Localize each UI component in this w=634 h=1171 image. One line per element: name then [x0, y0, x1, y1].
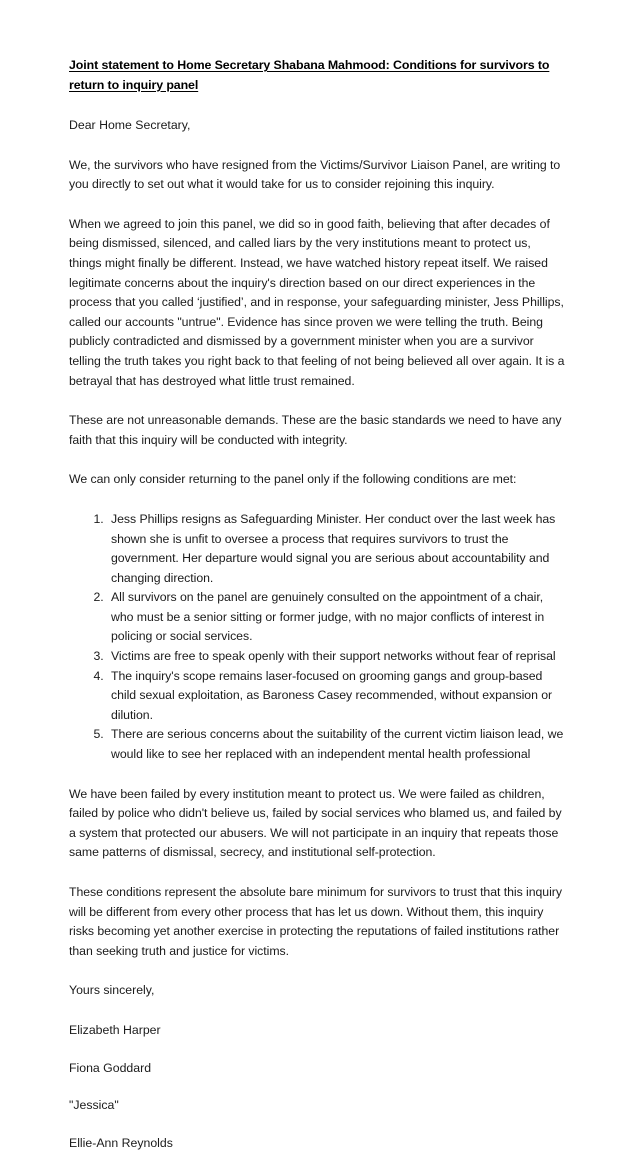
closing-paragraph-1: We have been failed by every institution meant to protect us. We were failed as children, failed by police who didn't believe us, failed by social services who blamed us, and failed by a system that protected our abusers. We will not participate in an inquiry that repeats those same patterns of dismissal, secrecy, and institutional self-protection.	[69, 786, 562, 860]
list-item: 5. There are serious concerns about the suitability of the current victim liaison lead, we would like to see her replaced with an independent mental health professional	[107, 725, 566, 764]
document-body	[69, 56, 566, 1171]
paragraph-3: These are not unreasonable demands. These are the basic standards we need to have any faith that this inquiry will be conducted with integrity.	[69, 413, 562, 447]
conditions-list	[69, 510, 566, 765]
salutation: Dear Home Secretary,	[69, 118, 191, 132]
list-item: 1. Jess Phillips resigns as Safeguarding Minister. Her conduct over the last week has shown she is unfit to oversee a process that requires survivors to trust the government. Her departure would signal you are serious about accountability and changing direction.	[107, 510, 566, 588]
document-title	[69, 56, 566, 95]
list-item: 2. All survivors on the panel are genuinely consulted on the appointment of a chair, who must be a senior sitting or former judge, with no major conflicts of interest in policing or social services.	[107, 588, 566, 647]
signature-block	[69, 1021, 566, 1153]
signature-name: Elizabeth Harper	[69, 1022, 161, 1037]
signature-name: Ellie-Ann Reynolds	[69, 1135, 173, 1150]
signoff: Yours sincerely,	[69, 983, 155, 998]
document-title-line-1: Joint statement to Home Secretary Shabana Mahmood: Conditions for survivors to	[69, 58, 550, 72]
list-item: 3. Victims are free to speak openly with their support networks without fear of reprisal	[107, 647, 566, 667]
list-item: 4. The inquiry's scope remains laser-focused on grooming gangs and group-based child sexual exploitation, as Baroness Casey recommended, without expansion or dilution.	[107, 667, 566, 726]
signature-name: Fiona Goddard	[69, 1060, 152, 1075]
closing-paragraph-2: These conditions represent the absolute bare minimum for survivors to trust that this inquiry will be different from every other process that has let us down. Without them, this inquiry risks becoming yet another exercise in protecting the reputations of failed institutions rather than seeking truth and justice for victims.	[69, 885, 562, 958]
signature-name: "Jessica"	[69, 1098, 119, 1113]
paragraph-2: When we agreed to join this panel, we did so in good faith, believing that after decades of being dismissed, silenced, and called liars by the very institutions meant to protect us, things might finally be different. Instead, we have watched history repeat itself. We raised legitimate concerns about the inquiry's direction based on our direct experiences in the process that you called ‘justified’, and in response, your safeguarding minister, Jess Phillips, called our accounts "untrue". Evidence has since proven we were telling the truth. Being publicly contradicted and dismissed by a government minister when you are a survivor telling the truth takes you right back to that feeling of not being believed all over again. It is a betrayal that has destroyed what little trust remained.	[69, 216, 565, 388]
paragraph-1: We, the survivors who have resigned from the Victims/Survivor Liaison Panel, are writing to you directly to set out what it would take for us to consider rejoining this inquiry.	[69, 157, 561, 192]
conditions-intro: We can only consider returning to the panel only if the following conditions are met:	[69, 472, 517, 487]
document-title-line-2: return to inquiry panel	[69, 77, 199, 92]
